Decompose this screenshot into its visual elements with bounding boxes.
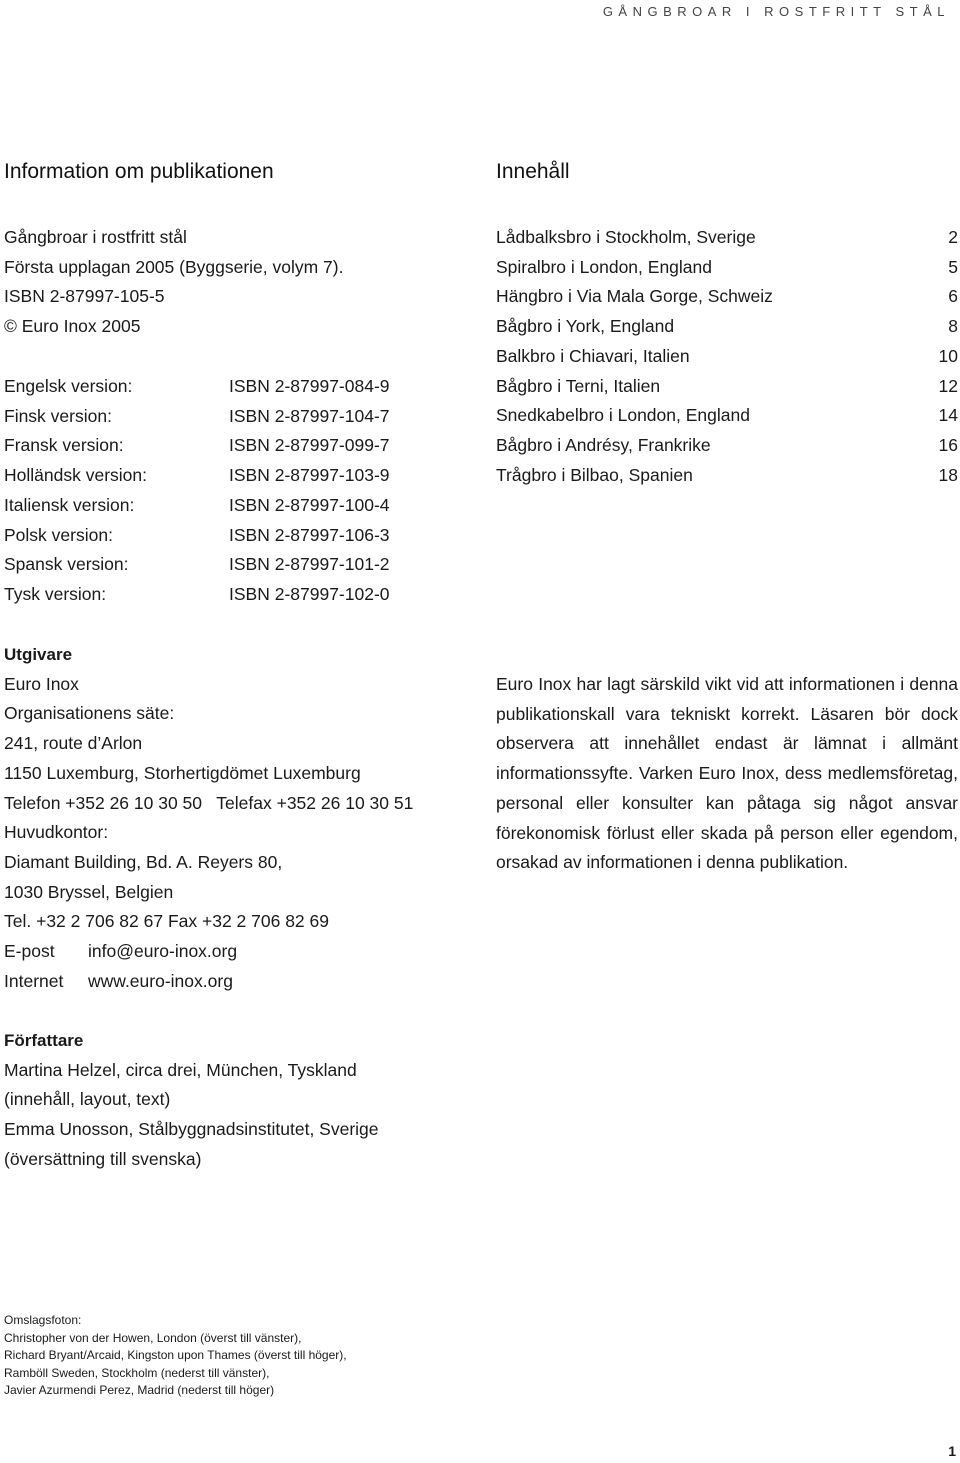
toc-title: Trågbro i Bilbao, Spanien <box>496 464 693 485</box>
toc-title: Hängbro i Via Mala Gorge, Schweiz <box>496 286 773 307</box>
head-office-label: Huvudkontor: <box>4 822 109 843</box>
cover-photo-credits <box>4 1312 347 1400</box>
toc-page: 5 <box>948 256 958 277</box>
version-language: Italiensk version: <box>4 494 135 515</box>
toc-page: 18 <box>938 464 958 485</box>
page-number: 1 <box>948 1443 956 1459</box>
credit-line: Ramböll Sweden, Stockholm (nederst till vänster), <box>4 1365 270 1380</box>
author-line: Martina Helzel, circa drei, München, Tyskland <box>4 1059 357 1080</box>
version-row <box>4 372 464 402</box>
version-language: Polsk version: <box>4 524 113 545</box>
registered-office-street: 241, route d’Arlon <box>4 733 143 754</box>
toc-page: 14 <box>938 405 958 426</box>
disclaimer-text: Euro Inox har lagt särskild vikt vid att informationen i denna publikationskall vara tekniskt korrekt. Läsaren bör dock observera att innehållet endast är lämnat i allmänt informationssyfte. Varken Euro Inox, dess medlemsföretag, personal eller konsulter kan påtaga sig något ansvar förekonomisk förlust eller skada på person eller egendom, orsakad av informationen i denna publikation. <box>496 674 958 873</box>
version-language: Finsk version: <box>4 405 112 426</box>
toc-entry[interactable] <box>496 282 958 312</box>
version-language: Spansk version: <box>4 554 129 575</box>
publication-details <box>4 223 343 342</box>
version-language: Holländsk version: <box>4 465 147 486</box>
version-isbn: ISBN 2-87997-099-7 <box>229 435 390 456</box>
email-link[interactable]: info@euro-inox.org <box>88 941 238 962</box>
contents-heading: Innehåll <box>496 160 570 183</box>
toc-entry[interactable] <box>496 372 958 402</box>
toc-entry[interactable] <box>496 253 958 283</box>
internet-label: Internet <box>4 970 64 991</box>
head-office-city: 1030 Bryssel, Belgien <box>4 881 174 902</box>
copyright-line: © Euro Inox 2005 <box>4 316 141 337</box>
toc-page: 12 <box>938 375 958 396</box>
toc-page: 10 <box>938 345 958 366</box>
version-isbn: ISBN 2-87997-102-0 <box>229 583 390 604</box>
authors-section <box>4 1026 379 1175</box>
toc-entry[interactable] <box>496 312 958 342</box>
toc-title: Bågbro i Terni, Italien <box>496 375 661 396</box>
version-row <box>4 491 464 521</box>
toc-title: Balkbro i Chiavari, Italien <box>496 345 690 366</box>
version-row <box>4 431 464 461</box>
publication-info-heading: Information om publikationen <box>4 160 274 183</box>
toc-page: 16 <box>938 434 958 455</box>
toc-entry[interactable] <box>496 223 958 253</box>
publisher-section <box>4 640 413 996</box>
version-isbn: ISBN 2-87997-100-4 <box>229 494 390 515</box>
running-header: GÅNGBROAR I ROSTFRITT STÅL <box>602 4 950 19</box>
authors-label: Författare <box>4 1031 84 1050</box>
publication-title: Gångbroar i rostfritt stål <box>4 227 187 247</box>
version-row <box>4 580 464 610</box>
credits-label: Omslagsfoton: <box>4 1313 82 1327</box>
version-row <box>4 550 464 580</box>
toc-entry[interactable] <box>496 401 958 431</box>
version-isbn: ISBN 2-87997-106-3 <box>229 524 390 545</box>
edition-line: Första upplagan 2005 (Byggserie, volym 7). <box>4 256 344 277</box>
isbn-line: ISBN 2-87997-105-5 <box>4 286 165 307</box>
publisher-label: Utgivare <box>4 645 73 664</box>
internet-row <box>4 967 413 997</box>
registered-office-phone: Telefon +352 26 10 30 50 Telefax +352 26 10 30 51 <box>4 792 414 813</box>
author-role: (innehåll, layout, text) <box>4 1089 171 1110</box>
registered-office-city: 1150 Luxemburg, Storhertigdömet Luxemburg <box>4 762 361 783</box>
version-isbn: ISBN 2-87997-104-7 <box>229 405 390 426</box>
toc-title: Bågbro i Andrésy, Frankrike <box>496 434 711 455</box>
publisher-name: Euro Inox <box>4 673 79 694</box>
credit-line: Richard Bryant/Arcaid, Kingston upon Thames (överst till höger), <box>4 1348 347 1363</box>
toc-page: 2 <box>948 227 958 247</box>
table-of-contents <box>496 223 958 490</box>
toc-title: Bågbro i York, England <box>496 316 675 337</box>
version-isbn: ISBN 2-87997-103-9 <box>229 465 390 486</box>
version-language: Tysk version: <box>4 583 107 604</box>
version-language: Fransk version: <box>4 435 124 456</box>
version-language: Engelsk version: <box>4 376 133 396</box>
toc-title: Snedkabelbro i London, England <box>496 405 750 426</box>
version-isbn: ISBN 2-87997-084-9 <box>229 376 390 396</box>
email-label: E-post <box>4 941 55 962</box>
language-versions-table <box>4 372 464 610</box>
website-link[interactable]: www.euro-inox.org <box>88 970 233 991</box>
author-line: Emma Unosson, Stålbyggnadsinstitutet, Sverige <box>4 1119 379 1140</box>
registered-office-label: Organisationens säte: <box>4 703 175 724</box>
toc-entry[interactable] <box>496 342 958 372</box>
toc-page: 8 <box>948 316 958 337</box>
credit-line: Christopher von der Howen, London (överst till vänster), <box>4 1330 302 1345</box>
credit-line: Javier Azurmendi Perez, Madrid (nederst till höger) <box>4 1383 275 1398</box>
toc-page: 6 <box>948 286 958 307</box>
toc-title: Lådbalksbro i Stockholm, Sverige <box>496 227 756 247</box>
version-row <box>4 402 464 432</box>
toc-title: Spiralbro i London, England <box>496 256 712 277</box>
head-office-phone: Tel. +32 2 706 82 67 Fax +32 2 706 82 69 <box>4 911 329 932</box>
toc-entry[interactable] <box>496 431 958 461</box>
head-office-street: Diamant Building, Bd. A. Reyers 80, <box>4 851 283 872</box>
email-row <box>4 937 413 967</box>
version-row <box>4 461 464 491</box>
version-row <box>4 521 464 551</box>
version-isbn: ISBN 2-87997-101-2 <box>229 554 390 575</box>
author-role: (översättning till svenska) <box>4 1148 202 1169</box>
toc-entry[interactable] <box>496 461 958 491</box>
